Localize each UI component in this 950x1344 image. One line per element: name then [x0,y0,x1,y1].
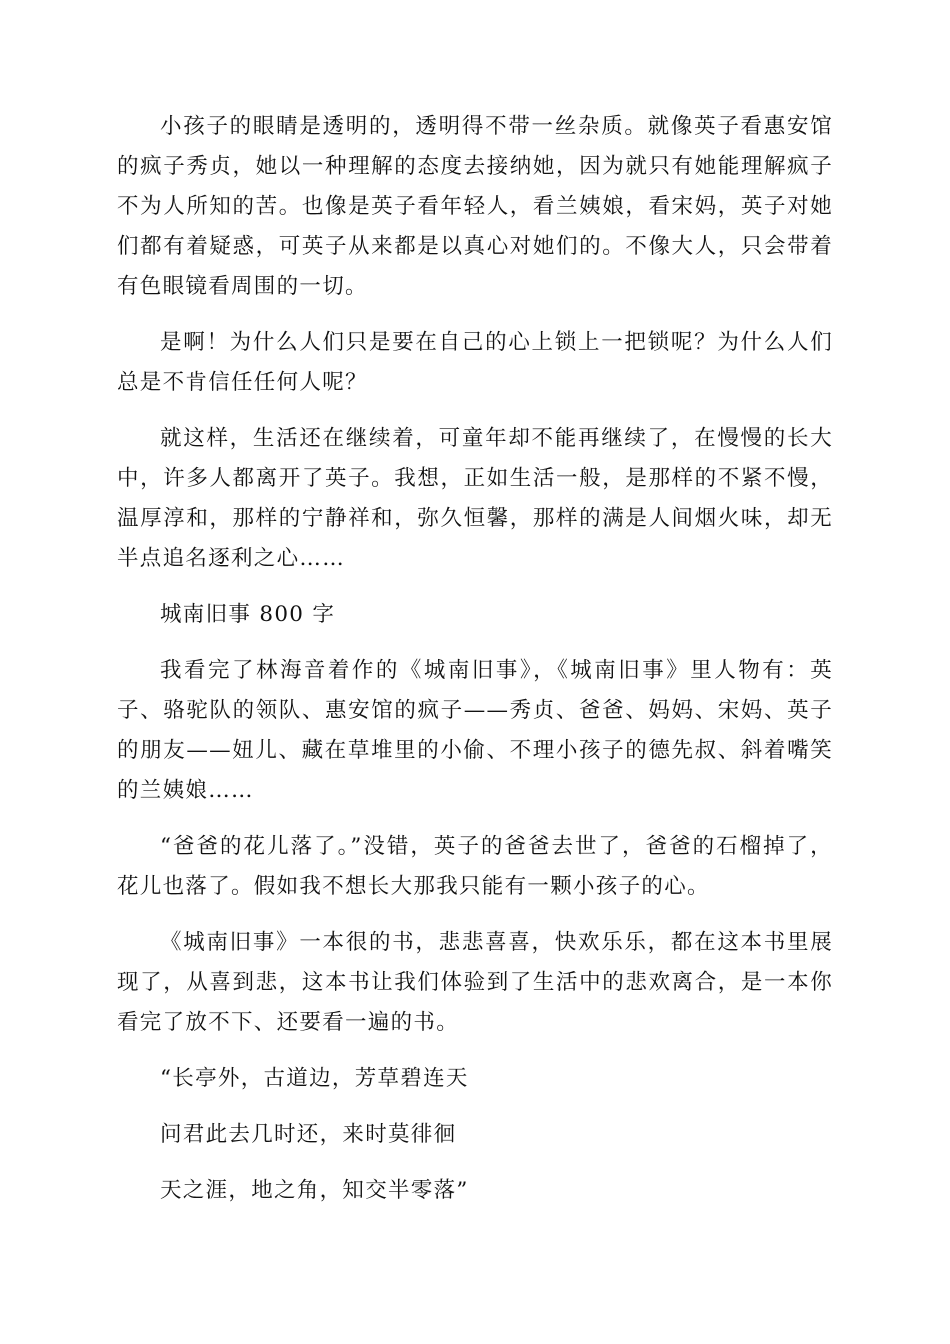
document-body [117,107,833,1227]
paragraph-1: 小孩子的眼睛是透明的，透明得不带一丝杂质。就像英子看惠安馆的疯子秀贞，她以一种理解的态度去接纳她，因为就只有她能理解疯子不为人所知的苦。也像是英子看年轻人，看兰姨娘，看宋妈，英子对她们都有着疑惑，可英子从来都是以真心对她们的。不像大人，只会带着有色眼镜看周围的一切。 [117,114,833,299]
poem-line-1: “长亭外，古道边，芳草碧连天 [160,1066,469,1091]
paragraph-2: 是啊！为什么人们只是要在自己的心上锁上一把锁呢？为什么人们总是不肯信任任何人呢？ [117,330,833,395]
poem-line-2: 问君此去几时还，来时莫徘徊 [160,1122,457,1147]
paragraph-6: 《城南旧事》一本很的书，悲悲喜喜，快欢乐乐，都在这本书里展现了，从喜到悲，这本书让我们体验到了生活中的悲欢离合，是一本你看完了放不下、还要看一遍的书。 [117,930,833,1035]
paragraph-5: “爸爸的花儿落了。”没错，英子的爸爸去世了，爸爸的石榴掉了，花儿也落了。假如我不想长大那我只能有一颗小孩子的心。 [117,834,833,899]
section-title: 城南旧事 800 字 [160,602,336,627]
paragraph-4: 我看完了林海音着作的《城南旧事》，《城南旧事》里人物有：英子、骆驼队的领队、惠安馆的疯子——秀贞、爸爸、妈妈、宋妈、英子的朋友——妞儿、藏在草堆里的小偷、不理小孩子的德先叔、斜着嘴笑的兰姨娘…… [117,658,833,803]
paragraph-3: 就这样，生活还在继续着，可童年却不能再继续了，在慢慢的长大中，许多人都离开了英子。我想，正如生活一般，是那样的不紧不慢，温厚淳和，那样的宁静祥和，弥久恒馨，那样的满是人间烟火味，却无半点追名逐利之心…… [117,426,833,571]
poem-line-3: 天之涯，地之角，知交半零落” [160,1178,469,1203]
